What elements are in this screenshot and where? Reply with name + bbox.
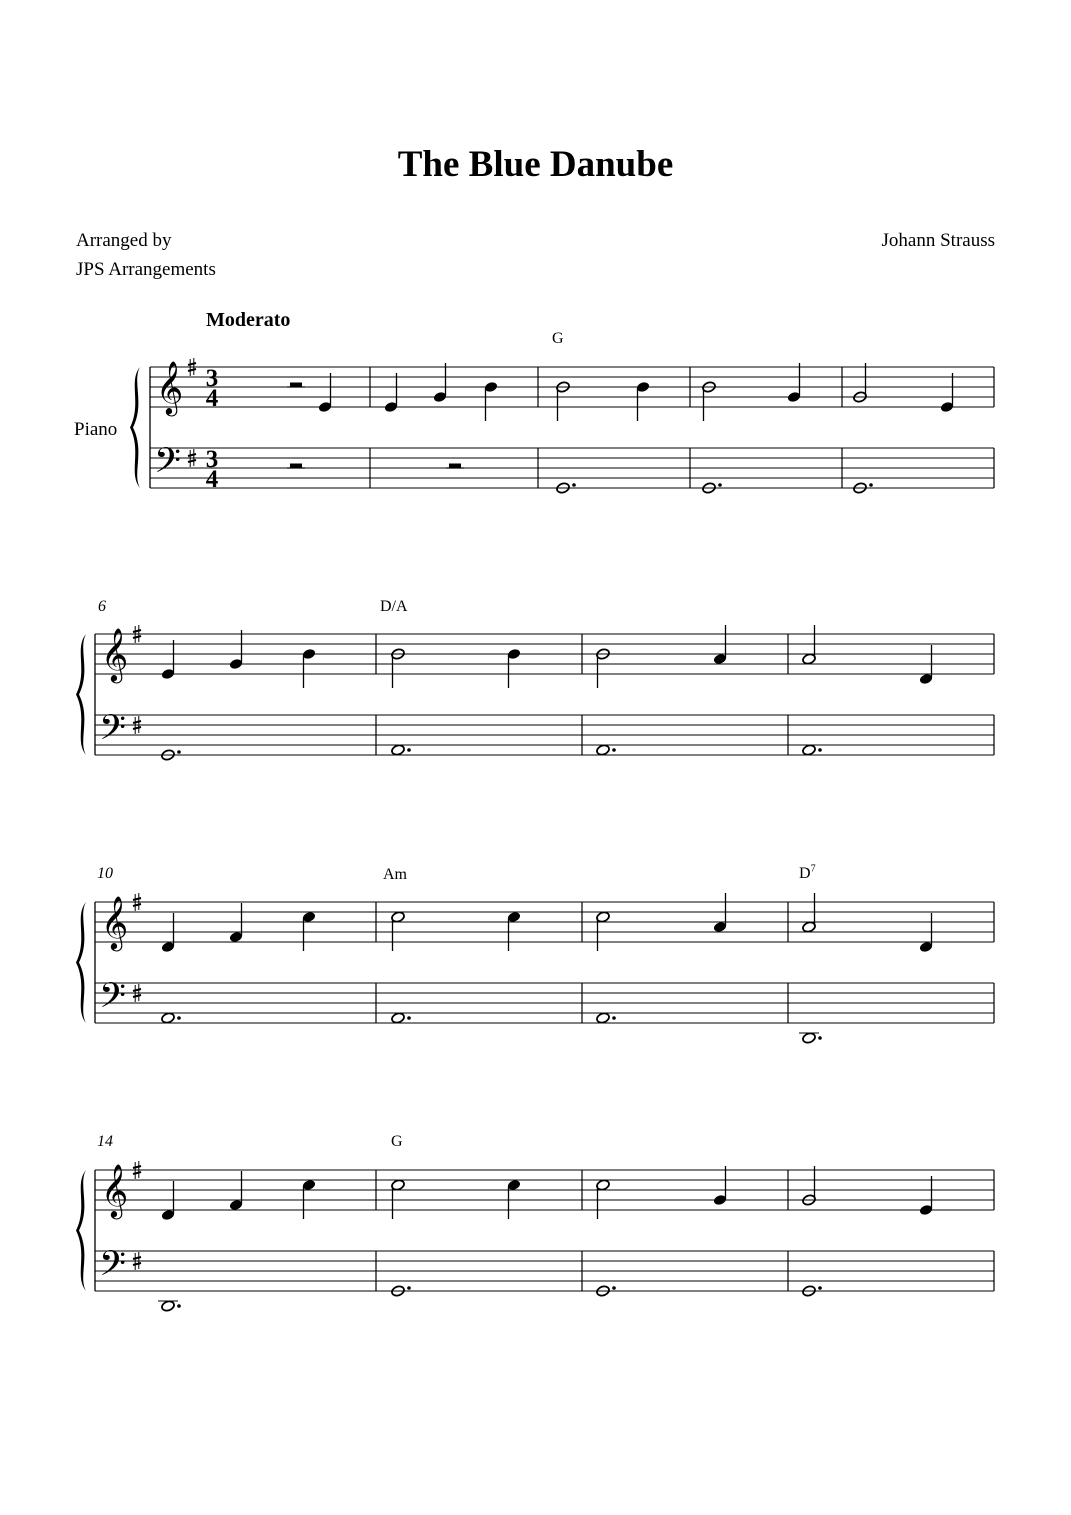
system-2-bass-key-sharp-stroke xyxy=(133,721,141,723)
system-3-bass-note-1 xyxy=(161,1012,176,1025)
system-2-bass-note-4 xyxy=(802,744,817,757)
system-1-bass-key-sharp-stroke xyxy=(188,460,196,462)
system-2-bass-note-2-dot xyxy=(407,748,411,752)
score-title: The Blue Danube xyxy=(397,144,674,185)
system-3-bass-note-2-dot xyxy=(407,1016,411,1020)
system-1-bass-note-5-dot xyxy=(869,483,873,487)
chord-extension: 7 xyxy=(810,863,816,875)
system-4-bass-clef: 𝄢 xyxy=(99,1243,127,1292)
system-2-bass-note-4-dot xyxy=(818,748,822,752)
system-1-bass-clef: 𝄢 xyxy=(154,440,182,489)
system-3-bass-note-2-head xyxy=(391,1012,406,1025)
system-3-treble-key-sharp-stroke xyxy=(133,898,141,900)
system-4-treble-key-sharp-stroke xyxy=(133,1166,141,1168)
system-3-brace xyxy=(76,902,86,1023)
system-3-treble-clef: 𝄞 xyxy=(101,895,129,949)
measure-number-10: 10 xyxy=(97,865,113,882)
chord-symbol-g: G xyxy=(552,330,564,347)
system-3-bass-key-sharp-stroke xyxy=(133,995,141,997)
measure-number-14: 14 xyxy=(97,1133,113,1150)
arranger-name: JPS Arrangements xyxy=(76,259,216,280)
system-4-bass-note-3-dot xyxy=(612,1286,616,1290)
system-3-bass-note-4 xyxy=(802,1032,817,1045)
system-3-bass-note-1-head xyxy=(161,1012,176,1025)
system-4-bass-key-sharp-stroke xyxy=(133,1263,141,1265)
instrument-name: Piano xyxy=(74,419,118,440)
system-4-treble-clef: 𝄞 xyxy=(101,1163,129,1217)
system-3-bass-note-2 xyxy=(391,1012,406,1025)
system-1-bass-time-numerator: 3 xyxy=(205,446,219,473)
system-3-bass-note-3-head xyxy=(596,1012,611,1025)
measure-number-6: 6 xyxy=(98,598,106,615)
system-2-treble-key-sharp-stroke xyxy=(133,630,141,632)
system-1-brace xyxy=(130,367,140,488)
system-2-brace xyxy=(76,634,86,755)
system-3-bass-note-4-head xyxy=(802,1032,817,1045)
system-3-bass-note-4-dot xyxy=(818,1036,822,1040)
tempo-marking: Moderato xyxy=(206,309,291,331)
system-2-bass-note-3 xyxy=(596,744,611,757)
system-2-bass-key-sharp-stroke xyxy=(133,727,141,729)
system-3-bass-note-1-dot xyxy=(177,1016,181,1020)
system-2-treble-clef: 𝄞 xyxy=(101,627,129,681)
system-1-treble-time-denominator: 4 xyxy=(205,385,219,412)
system-2-bass-note-1-dot xyxy=(177,750,181,754)
system-1-bass-key-sharp-stroke xyxy=(188,454,196,456)
system-3-bass-note-3-dot xyxy=(612,1016,616,1020)
system-3-treble-key-sharp-stroke xyxy=(133,904,141,906)
system-2-bass-note-3-head xyxy=(596,744,611,757)
system-1-bass-note-3-dot xyxy=(572,483,576,487)
system-1-bass-time-denominator: 4 xyxy=(205,466,219,493)
system-2-bass-note-4-head xyxy=(802,744,817,757)
system-2-bass-note-2-head xyxy=(391,744,406,757)
chord-symbol-g-2: G xyxy=(391,1133,403,1150)
composer-credit: Johann Strauss xyxy=(881,230,995,251)
system-2-bass-note-2 xyxy=(391,744,406,757)
system-4-bass-note-1-head xyxy=(161,1300,176,1313)
system-4-bass-note-2-dot xyxy=(407,1286,411,1290)
system-2-treble-key-sharp-stroke xyxy=(133,636,141,638)
system-4-bass-note-1 xyxy=(161,1300,176,1313)
system-3-bass-clef: 𝄢 xyxy=(99,975,127,1024)
system-1-treble-key-sharp-stroke xyxy=(188,369,196,371)
system-1-treble-key-sharp-stroke xyxy=(188,363,196,365)
system-2-bass-clef: 𝄢 xyxy=(99,707,127,756)
system-4-bass-key-sharp-stroke xyxy=(133,1257,141,1259)
system-1-bass-half-rest-2 xyxy=(449,464,461,469)
system-3-bass-key-sharp-stroke xyxy=(133,989,141,991)
system-4-treble-key-sharp-stroke xyxy=(133,1172,141,1174)
system-1-treble-half-rest-1 xyxy=(290,383,302,388)
system-4-brace xyxy=(76,1170,86,1291)
system-1-treble-clef: 𝄞 xyxy=(156,360,184,414)
system-1-bass-half-rest-1 xyxy=(290,464,302,469)
chord-symbol-d7: $D^7$ xyxy=(799,863,816,882)
chord-symbol-am: Am xyxy=(383,866,407,883)
system-4-bass-note-1-dot xyxy=(177,1304,181,1308)
system-3-bass-note-3 xyxy=(596,1012,611,1025)
arranger-label: Arranged by xyxy=(76,230,172,251)
system-1-bass-note-4-dot xyxy=(718,483,722,487)
chord-symbol-d-over-a: D/A xyxy=(380,598,408,615)
system-4-bass-note-4-dot xyxy=(818,1286,822,1290)
system-1-treble-time-numerator: 3 xyxy=(205,365,219,392)
system-2-bass-note-3-dot xyxy=(612,748,616,752)
